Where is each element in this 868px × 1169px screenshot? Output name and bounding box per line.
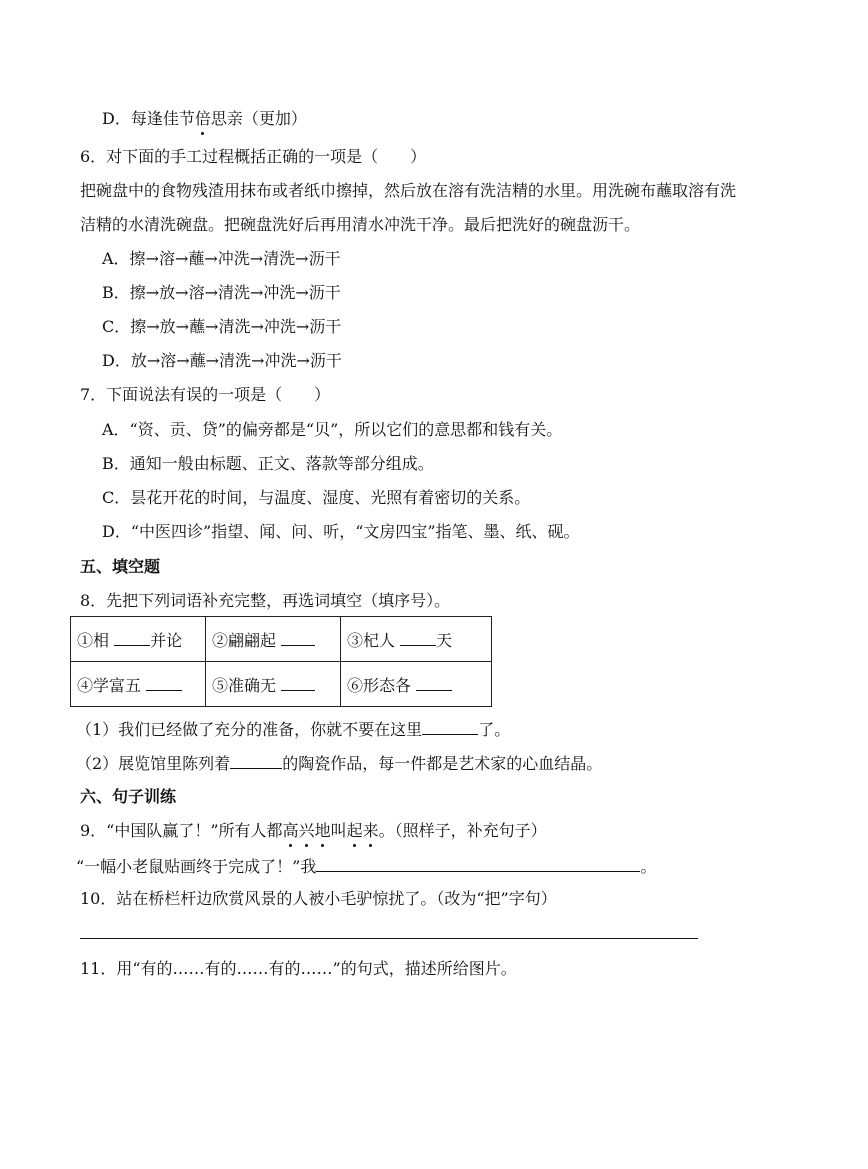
q9-stem-emphasis: 高兴地叫起来 <box>282 821 379 840</box>
q8-sub2 <box>76 752 602 775</box>
q6-option-b: B．擦→放→溶→清洗→冲洗→沥干 <box>102 283 341 302</box>
cell-text: ②翩翩起 <box>212 630 277 650</box>
fill-blank[interactable] <box>281 674 315 691</box>
section6-title: 六、句子训练 <box>80 787 177 806</box>
q9-answer-line <box>76 855 656 878</box>
q7-stem: 7．下面说法有误的一项是（ ） <box>80 385 331 404</box>
emph-char: 来 <box>362 821 379 840</box>
q11-stem: 11．用“有的……有的……有的……”的句式，描述所给图片。 <box>80 959 517 978</box>
q9-line-post: 。 <box>640 857 657 876</box>
q6-stem: 6．对下面的手工过程概括正确的一项是（ ） <box>80 147 427 166</box>
q8-sub2-blank[interactable] <box>230 752 282 769</box>
q8-sub1-post: 了。 <box>478 720 511 739</box>
q8-sub1 <box>76 718 510 741</box>
q7-option-a: A．“资、贡、贷”的偏旁都是“贝”，所以它们的意思都和钱有关。 <box>102 420 563 439</box>
table-cell-3 <box>341 617 492 662</box>
q6-passage-line1: 把碗盘中的食物残渣用抹布或者纸巾擦掉，然后放在溶有洗洁精的水里。用洗碗布蘸取溶有洗 <box>80 181 737 200</box>
table-cell-1 <box>71 617 206 662</box>
q8-sub1-pre: （1）我们已经做了充分的准备，你就不要在这里 <box>76 720 423 739</box>
q6-option-a: A．擦→溶→蘸→冲洗→清洗→沥干 <box>102 249 341 268</box>
q10-stem: 10．站在桥栏杆边欣赏风景的人被小毛驴惊扰了。（改为“把”字句） <box>80 889 557 908</box>
q8-sub1-blank[interactable] <box>422 718 478 735</box>
q10-answer-line[interactable] <box>80 938 698 939</box>
fill-blank[interactable] <box>114 629 150 646</box>
q7-option-c: C．昙花开花的时间，与温度、湿度、光照有着密切的关系。 <box>102 488 531 507</box>
table-row <box>71 662 492 707</box>
fill-blank[interactable] <box>281 629 315 646</box>
cell-text: ⑥形态各 <box>347 675 412 695</box>
cell-text: ③杞人 <box>347 630 396 650</box>
q7-option-b: B．通知一般由标题、正文、落款等部分组成。 <box>102 454 434 473</box>
table-cell-4 <box>71 662 206 707</box>
q8-stem: 8．先把下列词语补充完整，再选词填空（填序号）。 <box>80 591 451 610</box>
q5-option-d-emphasis: 倍 <box>194 109 211 128</box>
q8-word-table <box>70 616 492 707</box>
fill-blank[interactable] <box>416 674 452 691</box>
q9-stem <box>80 820 547 842</box>
emph-char: 高 <box>282 821 299 840</box>
cell-text: ⑤准确无 <box>212 675 277 695</box>
q8-sub2-pre: （2）展览馆里陈列着 <box>76 754 231 773</box>
fill-blank[interactable] <box>400 629 436 646</box>
cell-text: ④学富五 <box>77 675 142 695</box>
q9-stem-pre: 9．“中国队赢了！”所有人都 <box>80 821 283 840</box>
emph-char: 地 <box>314 821 331 840</box>
cell-text: ①相 <box>77 630 110 650</box>
q5-option-d <box>102 108 307 130</box>
emph-char: 起 <box>346 821 363 840</box>
q6-option-d: D．放→溶→蘸→清洗→冲洗→沥干 <box>102 351 342 370</box>
q7-option-d: D．“中医四诊”指望、闻、问、听，“文房四宝”指笔、墨、纸、砚。 <box>102 522 580 541</box>
table-row <box>71 617 492 662</box>
cell-text: 并论 <box>150 630 183 650</box>
q9-stem-post: 。（照样子，补充句子） <box>378 821 547 840</box>
q5-option-d-pre: D．每逢佳节 <box>102 109 195 128</box>
q5-option-d-post: 思亲（更加） <box>210 109 307 128</box>
fill-blank[interactable] <box>146 674 182 691</box>
table-cell-5 <box>206 662 341 707</box>
emph-char: 兴 <box>298 821 315 840</box>
q8-sub2-post: 的陶瓷作品，每一件都是艺术家的心血结晶。 <box>282 754 603 773</box>
q6-option-c: C．擦→放→蘸→清洗→冲洗→沥干 <box>102 317 342 336</box>
q6-passage-line2: 洁精的水清洗碗盘。把碗盘洗好后再用清水冲洗干净。最后把洗好的碗盘沥干。 <box>80 215 641 234</box>
section5-title: 五、填空题 <box>80 557 161 576</box>
table-cell-6 <box>341 662 492 707</box>
q9-line-pre: “一幅小老鼠贴画终于完成了！”我 <box>76 857 317 876</box>
q9-answer-blank[interactable] <box>316 855 640 872</box>
table-cell-2 <box>206 617 341 662</box>
cell-text: 天 <box>436 630 453 650</box>
